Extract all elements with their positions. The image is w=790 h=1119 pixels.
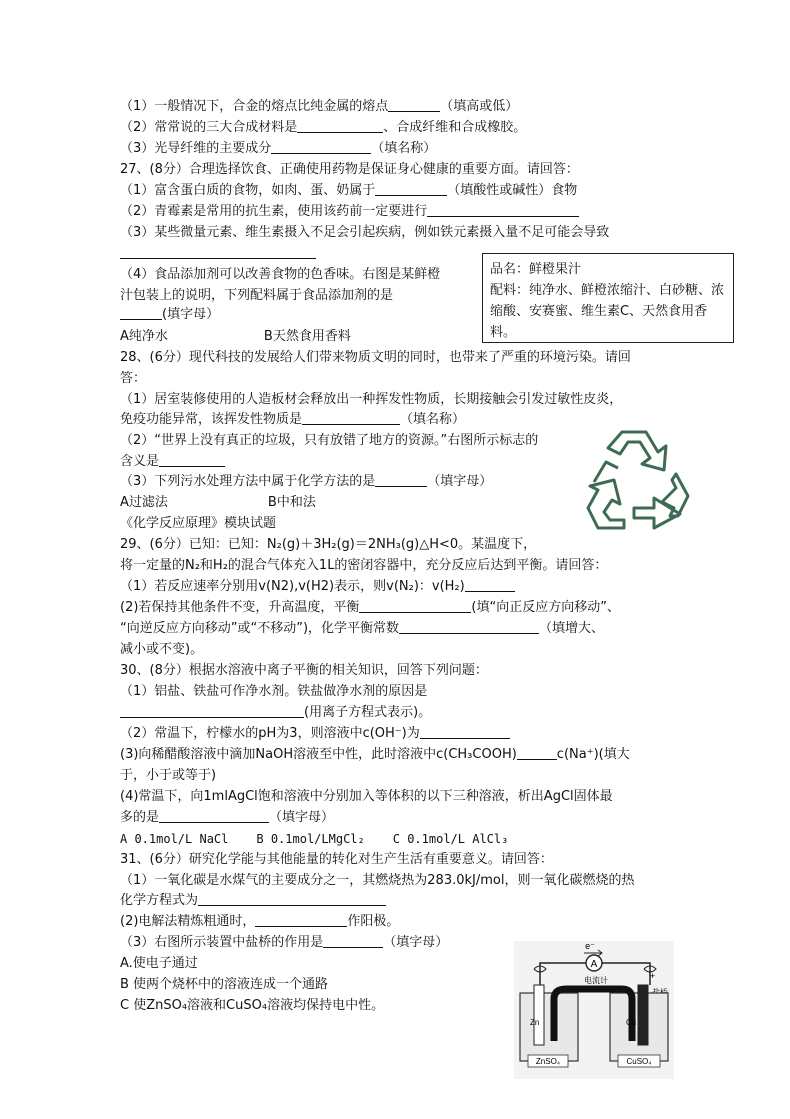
q31-2: (2)电解法精炼粗通时， 作阳极。 [120,914,400,929]
q30-3: (3)向稀醋酸溶液中滴加NaOH溶液至中性，此时溶液中c(CH₃COOH) c(Na⁺)(填大 [120,747,630,762]
q28-3-options: A过滤法 B中和法 [120,495,316,510]
meter-text: 电流计 [584,976,608,985]
q26-1: （1）一般情况下，合金的熔点比纯金属的熔点 （填高或低） [120,99,519,114]
q29-2: (2)若保持其他条件不变，升高温度，平衡 (填“向正反应方向移动”、 [120,600,620,615]
q28-1: （1）居室装修使用的人造板材会释放出一种挥发性物质，长期接触会引发过敏性皮炎， [120,392,623,407]
answer-blank[interactable] [517,745,557,760]
q27-stem: 27、(8分）合理选择饮食、正确使用药物是保证身心健康的重要方面。请回答： [120,162,579,177]
zn-electrode-label: Zn [530,1018,540,1027]
q30-3-cont: 于，小于或等于) [120,768,217,783]
plus-sign: + [650,971,656,981]
q29-1: （1）若反应速率分别用v(N2),v(H2)表示，则v(N₂)：v(H₂) [120,577,515,597]
q27-2: （2）青霉素是常用的抗生素，使用该药前一定要进行 [120,202,579,222]
q30-2: （2）常温下，柠檬水的pH为3，则溶液中c(OH⁻)为 [120,724,510,744]
q30-4: (4)常温下，向1mlAgCl饱和溶液中分别加入等体积的以下三种溶液，析出AgCl固体最 [120,789,613,804]
q31-3: （3）右图所示装置中盐桥的作用是 （填字母） [120,935,449,950]
answer-blank[interactable] [198,891,386,906]
answer-blank[interactable] [375,181,447,196]
cu-electrode-label: Cu [626,1018,637,1027]
electron-label: e⁻ [585,941,595,951]
answer-blank[interactable] [255,912,347,927]
answer-blank[interactable] [427,202,579,217]
answer-blank[interactable] [302,410,400,425]
module-title: 《化学反应原理》模块试题 [120,516,277,531]
cuso4-label: CuSO₄ [626,1057,652,1066]
q29-stem-cont: 将一定量的N₂和H₂的混合气体充入1L的密闭容器中，充分反应后达到平衡。请回答： [120,558,608,573]
q26-3: （3）光导纤维的主要成分 （填名称） [120,141,437,156]
q29-stem: 29、(6分）已知：已知：N₂(g)＋3H₂(g)＝2NH₃(g)△H<0。某温度下， [120,537,537,552]
q29-2-cont: “向逆反应方向移动”或“不移动”)，化学平衡常数 （填增大、 [120,621,605,636]
product-name: 品名：鲜橙果汁 [490,262,582,277]
answer-blank[interactable] [323,933,383,948]
q27-3: （3）某些微量元素、维生素摄入不足会引起疾病，例如铁元素摄入量不足可能会导致 [120,225,610,240]
q27-4-options: A纯净水 B天然食用香料 [120,329,351,344]
q27-4-cont: 汁包装上的说明，下列配料属于食品添加剂的是 [120,288,394,303]
recycle-symbol-icon [584,424,698,536]
q30-1: （1）铝盐、铁盐可作净水剂。铁盐做净水剂的原因是 [120,684,428,699]
q28-1-cont: 免疫功能异常，该挥发性物质是 （填名称） [120,412,466,427]
answer-blank[interactable] [297,118,383,133]
q31-1-cont: 化学方程式为 [120,891,386,911]
q28-stem-cont: 答： [120,371,147,386]
q31-1: （1）一氧化碳是水煤气的主要成分之一，其燃烧热为283.0kJ/mol，则一氧化碳燃烧的热 [120,873,635,888]
q28-stem: 28、(6分）现代科技的发展给人们带来物质文明的同时，也带来了严重的环境污染。请回 [120,350,631,365]
q30-4-options: A 0.1mol/L NaCl B 0.1mol/LMgCl₂ C 0.1mol/L AlCl₃ [120,832,509,846]
meter-label: A [590,959,598,970]
q28-2-cont: 含义是 [120,452,225,472]
answer-blank[interactable] [375,472,427,487]
q28-2: （2）“世界上没有真正的垃圾，只有放错了地方的资源。”右图所示标志的 [120,433,539,448]
galvanic-cell-diagram [514,941,674,1079]
answer-blank[interactable] [359,598,471,613]
answer-blank[interactable] [120,703,304,718]
q31-3-b: B 使两个烧杯中的溶液连成一个通路 [120,977,329,992]
answer-blank[interactable] [388,97,440,112]
answer-blank[interactable] [120,305,162,320]
answer-blank[interactable] [159,452,225,467]
q26-2: （2）常常说的三大合成材料是 、合成纤维和合成橡胶。 [120,120,527,135]
znso4-label: ZnSO₄ [535,1057,561,1066]
q29-2-end: 减小或不变)。 [120,642,204,657]
q30-stem: 30、(8分）根据水溶液中离子平衡的相关知识，回答下列问题： [120,663,488,678]
q31-3-c: C 使ZnSO₄溶液和CuSO₄溶液均保持电中性。 [120,998,385,1013]
juice-label-box [482,253,734,343]
answer-blank[interactable] [271,139,371,154]
q27-1: （1）富含蛋白质的食物，如肉、蛋、奶属于 （填酸性或碱性）食物 [120,183,578,198]
q30-1-cont: (用离子方程式表示)。 [120,703,431,723]
q27-4-blank: (填字母） [120,305,219,325]
q28-3: （3）下列污水处理方法中属于化学方法的是 （填字母） [120,474,493,489]
q31-stem: 31、(6分）研究化学能与其他能量的转化对生产生活有重要意义。请回答： [120,852,553,867]
answer-blank[interactable] [120,248,316,259]
answer-blank[interactable] [159,808,269,823]
answer-blank[interactable] [420,724,510,739]
q27-4: （4）食品添加剂可以改善食物的色香味。右图是某鲜橙 [120,267,441,282]
answer-blank[interactable] [465,577,515,592]
ingredients: 配料：纯净水、鲜橙浓缩汁、白砂糖、浓缩酸、安赛蜜、维生素C、天然食用香料。 [490,283,725,340]
q30-4-cont: 多的是 （填字母） [120,810,335,825]
q31-3-a: A.使电子通过 [120,956,198,971]
answer-blank[interactable] [399,619,539,634]
